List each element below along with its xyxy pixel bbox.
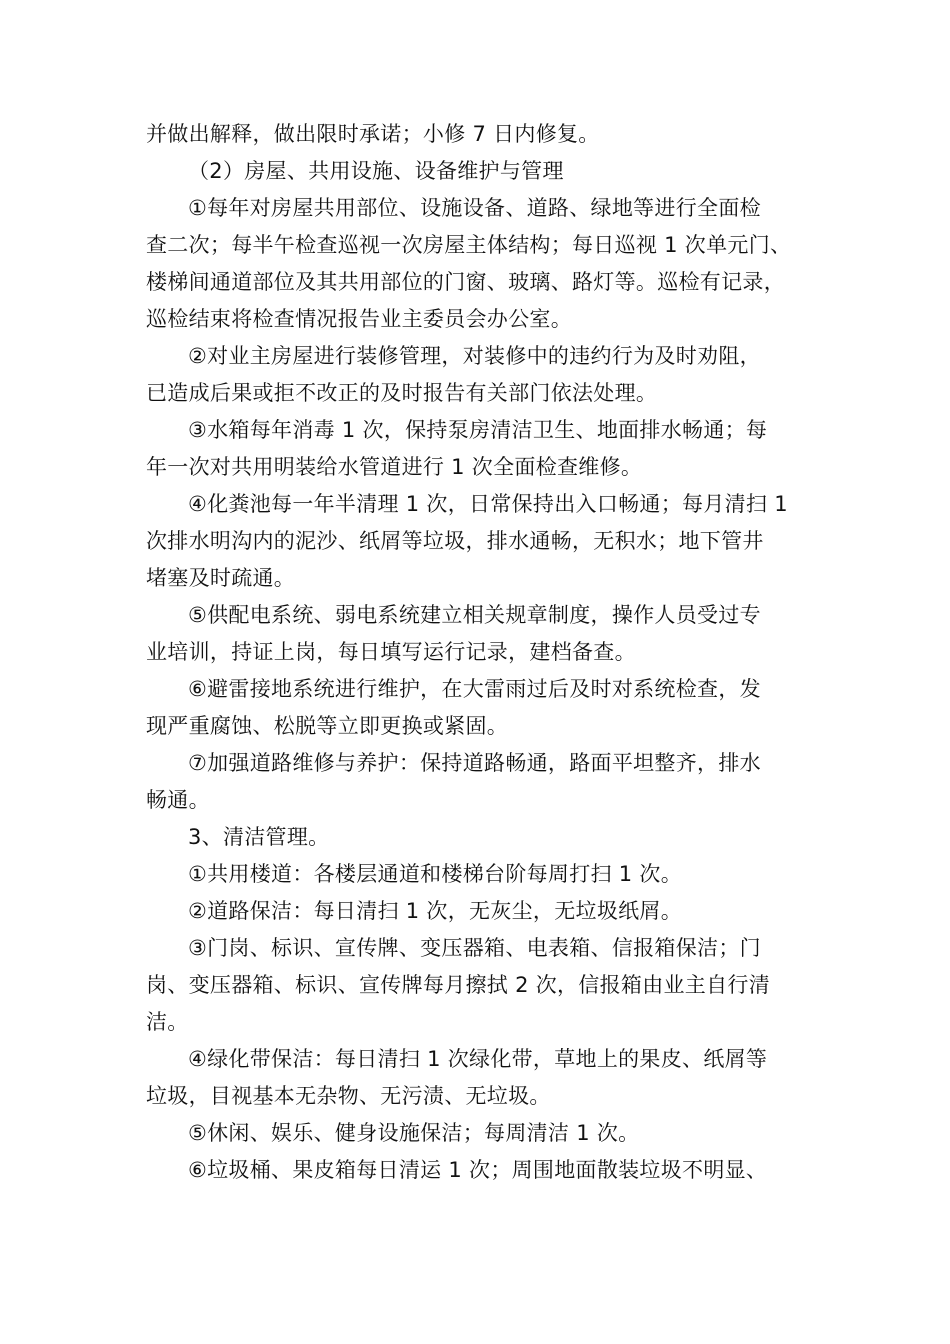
text-line: ②对业主房屋进行装修管理，对装修中的违约行为及时劝阻， bbox=[188, 344, 761, 368]
paragraph-14 bbox=[146, 1115, 810, 1152]
text-line: 畅通。 bbox=[146, 788, 210, 812]
text-line: ②道路保洁：每日清扫 1 次，无灰尘，无垃圾纸屑。 bbox=[188, 899, 683, 923]
paragraph-12 bbox=[146, 930, 810, 1041]
paragraph-11 bbox=[146, 893, 810, 930]
paragraph-1-section-heading bbox=[146, 153, 810, 190]
text-line: 现严重腐蚀、松脱等立即更换或紧固。 bbox=[146, 714, 509, 738]
text-line: 楼梯间通道部位及其共用部位的门窗、玻璃、路灯等。巡检有记录， bbox=[146, 270, 785, 294]
text-line: ④绿化带保洁：每日清扫 1 次绿化带，草地上的果皮、纸屑等 bbox=[188, 1047, 768, 1071]
paragraph-13 bbox=[146, 1041, 810, 1115]
text-line: ③门岗、标识、宣传牌、变压器箱、电表箱、信报箱保洁；门 bbox=[188, 936, 761, 960]
paragraph-3 bbox=[146, 338, 810, 412]
paragraph-9-section-heading bbox=[146, 819, 810, 856]
text-line: 巡检结束将检查情况报告业主委员会办公室。 bbox=[146, 307, 572, 331]
paragraph-15 bbox=[146, 1152, 810, 1189]
text-line: 次排水明沟内的泥沙、纸屑等垃圾，排水通畅，无积水；地下管井 bbox=[146, 529, 764, 553]
paragraph-10 bbox=[146, 856, 810, 893]
text-line: ⑥垃圾桶、果皮箱每日清运 1 次；周围地面散装垃圾不明显、 bbox=[188, 1158, 768, 1182]
text-line: ⑦加强道路维修与养护：保持道路畅通，路面平坦整齐，排水 bbox=[188, 751, 761, 775]
text-line: 3、清洁管理。 bbox=[188, 825, 330, 849]
text-line: （2）房屋、共用设施、设备维护与管理 bbox=[188, 159, 564, 183]
text-line: 年一次对共用明装给水管道进行 1 次全面检查维修。 bbox=[146, 455, 643, 479]
paragraph-5 bbox=[146, 486, 810, 597]
text-line: 堵塞及时疏通。 bbox=[146, 566, 296, 590]
document-body bbox=[146, 116, 810, 1189]
text-line: 洁。 bbox=[146, 1010, 189, 1034]
text-line: 岗、变压器箱、标识、宣传牌每月擦拭 2 次，信报箱由业主自行清 bbox=[146, 973, 771, 997]
text-line: ④化粪池每一年半清理 1 次，日常保持出入口畅通；每月清扫 1 bbox=[188, 492, 788, 516]
text-line: 垃圾，目视基本无杂物、无污渍、无垃圾。 bbox=[146, 1084, 551, 1108]
text-line: ③水箱每年消毒 1 次，保持泵房清洁卫生、地面排水畅通；每 bbox=[188, 418, 768, 442]
paragraph-8 bbox=[146, 745, 810, 819]
paragraph-4 bbox=[146, 412, 810, 486]
paragraph-6 bbox=[146, 597, 810, 671]
text-line: ①每年对房屋共用部位、设施设备、道路、绿地等进行全面检 bbox=[188, 196, 761, 220]
text-line: 已造成后果或拒不改正的及时报告有关部门依法处理。 bbox=[146, 381, 658, 405]
paragraph-0 bbox=[146, 116, 810, 153]
text-line: ⑤休闲、娱乐、健身设施保洁；每周清洁 1 次。 bbox=[188, 1121, 640, 1145]
text-line: 并做出解释，做出限时承诺；小修 7 日内修复。 bbox=[146, 122, 600, 146]
paragraph-7 bbox=[146, 671, 810, 745]
text-line: ①共用楼道：各楼层通道和楼梯台阶每周打扫 1 次。 bbox=[188, 862, 683, 886]
paragraph-2 bbox=[146, 190, 810, 338]
text-line: 查二次；每半午检查巡视一次房屋主体结构；每日巡视 1 次单元门、 bbox=[146, 233, 792, 257]
text-line: 业培训，持证上岗，每日填写运行记录，建档备查。 bbox=[146, 640, 636, 664]
text-line: ⑥避雷接地系统进行维护，在大雷雨过后及时对系统检查，发 bbox=[188, 677, 761, 701]
text-line: ⑤供配电系统、弱电系统建立相关规章制度，操作人员受过专 bbox=[188, 603, 761, 627]
